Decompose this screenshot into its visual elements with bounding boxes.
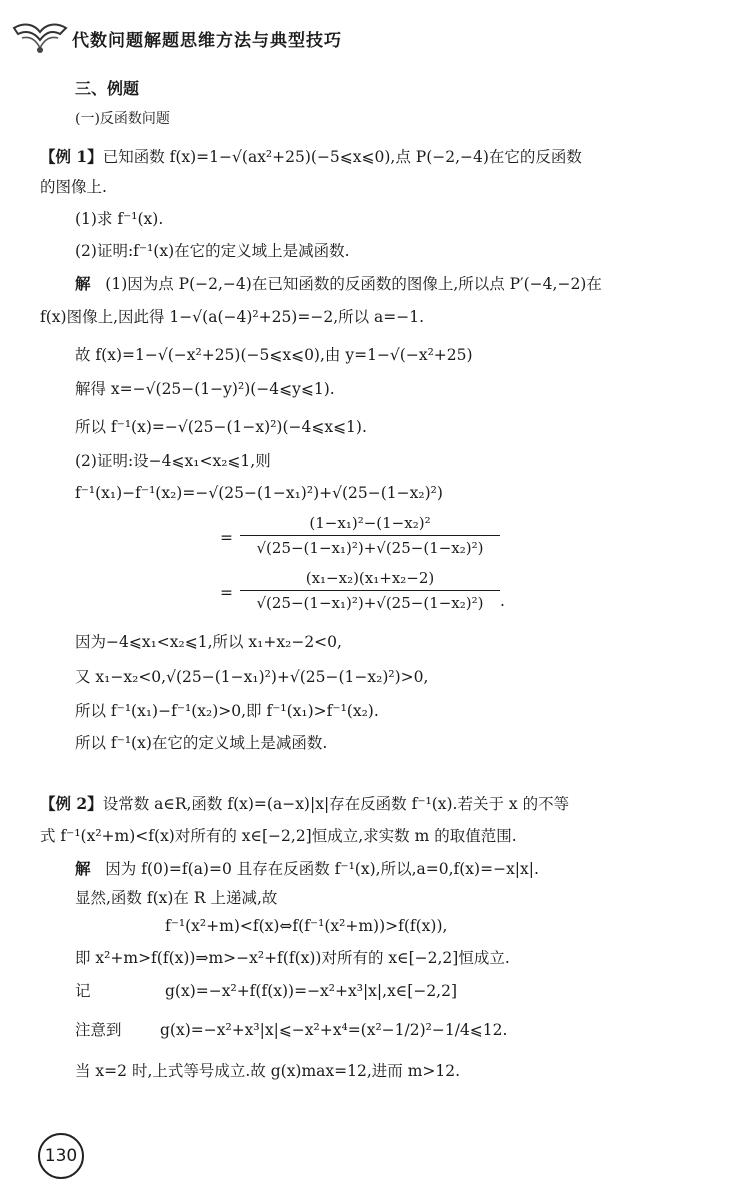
solution-label: 解 <box>75 859 91 878</box>
example2-define-label: 记 <box>75 982 91 1000</box>
example1-solution-line6: (2)证明:设−4⩽x₁<x₂⩽1,则 <box>75 452 271 470</box>
example1-question1: (1)求 f⁻¹(x). <box>75 210 164 228</box>
fraction1-denominator: √(25−(1−x₁)²)+√(25−(1−x₂)²) <box>256 539 484 557</box>
example1-conclusion: 所以 f⁻¹(x)在它的定义域上是减函数. <box>75 734 328 752</box>
fraction2-bar <box>240 590 500 591</box>
example2-statement: 设常数 a∈R,函数 f(x)=(a−x)|x|存在反函数 f⁻¹(x).若关于 x 的不等 <box>102 795 570 813</box>
example1-solution-line4: 解得 x=−√(25−(1−y)²)(−4⩽y⩽1). <box>75 380 335 398</box>
example2-note-label: 注意到 <box>75 1021 122 1039</box>
fraction2-period: . <box>500 592 505 610</box>
example2-label: 【例 2】 <box>40 794 103 813</box>
example1-line1 <box>40 146 582 168</box>
example1-solution-line1 <box>75 273 602 295</box>
example2-note-formula: g(x)=−x²+x³|x|⩽−x²+x⁴=(x²−1/2)²−1/4⩽12. <box>160 1021 508 1039</box>
page-number: 130 <box>38 1133 84 1179</box>
fraction1 <box>240 512 500 559</box>
example1-solution-line9: 又 x₁−x₂<0,√(25−(1−x₁)²)+√(25−(1−x₂)²)>0, <box>75 668 429 686</box>
example2-solution-line3: f⁻¹(x²+m)<f(x)⇔f(f⁻¹(x²+m))>f(f(x)), <box>165 917 448 935</box>
example1-solution-line2: f(x)图像上,因此得 1−√(a(−4)²+25)=−2,所以 a=−1. <box>40 308 425 326</box>
running-header <box>10 20 710 60</box>
fraction2-equals: = <box>220 584 233 602</box>
solution-text: 因为 f(0)=f(a)=0 且存在反函数 f⁻¹(x),所以,a=0,f(x)=−x|x|. <box>105 860 539 878</box>
example1-solution-line5: 所以 f⁻¹(x)=−√(25−(1−x)²)(−4⩽x⩽1). <box>75 418 367 436</box>
example1-statement: 已知函数 f(x)=1−√(ax²+25)(−5⩽x⩽0),点 P(−2,−4)在它的反函数 <box>102 148 582 166</box>
example1-line2: 的图像上. <box>40 178 107 196</box>
example1-label: 【例 1】 <box>40 147 103 166</box>
fraction2-numerator: (x₁−x₂)(x₁+x₂−2) <box>305 569 435 587</box>
example1-solution-line3: 故 f(x)=1−√(−x²+25)(−5⩽x⩽0),由 y=1−√(−x²+25) <box>75 346 473 364</box>
example1-solution-line8: 因为−4⩽x₁<x₂⩽1,所以 x₁+x₂−2<0, <box>75 633 342 651</box>
example2-define-formula: g(x)=−x²+f(f(x))=−x²+x³|x|,x∈[−2,2] <box>165 982 458 1000</box>
section-subtitle: (一)反函数问题 <box>75 111 170 127</box>
example1-question2: (2)证明:f⁻¹(x)在它的定义域上是减函数. <box>75 242 350 260</box>
book-logo-icon <box>10 20 68 56</box>
example1-solution-line10: 所以 f⁻¹(x₁)−f⁻¹(x₂)>0,即 f⁻¹(x₁)>f⁻¹(x₂). <box>75 702 379 720</box>
section-title: 三、例题 <box>75 79 140 98</box>
solution-text: (1)因为点 P(−2,−4)在已知函数的反函数的图像上,所以点 P′(−4,−2)在 <box>105 275 602 293</box>
fraction1-equals: = <box>220 529 233 547</box>
fraction1-numerator: (1−x₁)²−(1−x₂)² <box>309 514 431 532</box>
fraction1-bar <box>240 535 500 536</box>
fraction2 <box>240 567 500 614</box>
example2-solution-line2: 显然,函数 f(x)在 R 上递减,故 <box>75 889 278 907</box>
example2-solution-line1 <box>75 858 539 880</box>
example1-solution-line7: f⁻¹(x₁)−f⁻¹(x₂)=−√(25−(1−x₁)²)+√(25−(1−x₂)²) <box>75 484 443 502</box>
fraction2-denominator: √(25−(1−x₁)²)+√(25−(1−x₂)²) <box>256 594 484 612</box>
solution-label: 解 <box>75 274 91 293</box>
example2-conclusion: 当 x=2 时,上式等号成立.故 g(x)max=12,进而 m>12. <box>75 1062 461 1080</box>
example2-line1 <box>40 793 569 815</box>
example2-solution-line4: 即 x²+m>f(f(x))⇒m>−x²+f(f(x))对所有的 x∈[−2,2]恒成立. <box>75 949 510 967</box>
example2-line2: 式 f⁻¹(x²+m)<f(x)对所有的 x∈[−2,2]恒成立,求实数 m 的取值范围. <box>40 827 517 845</box>
book-title: 代数问题解题思维方法与典型技巧 <box>72 31 342 51</box>
